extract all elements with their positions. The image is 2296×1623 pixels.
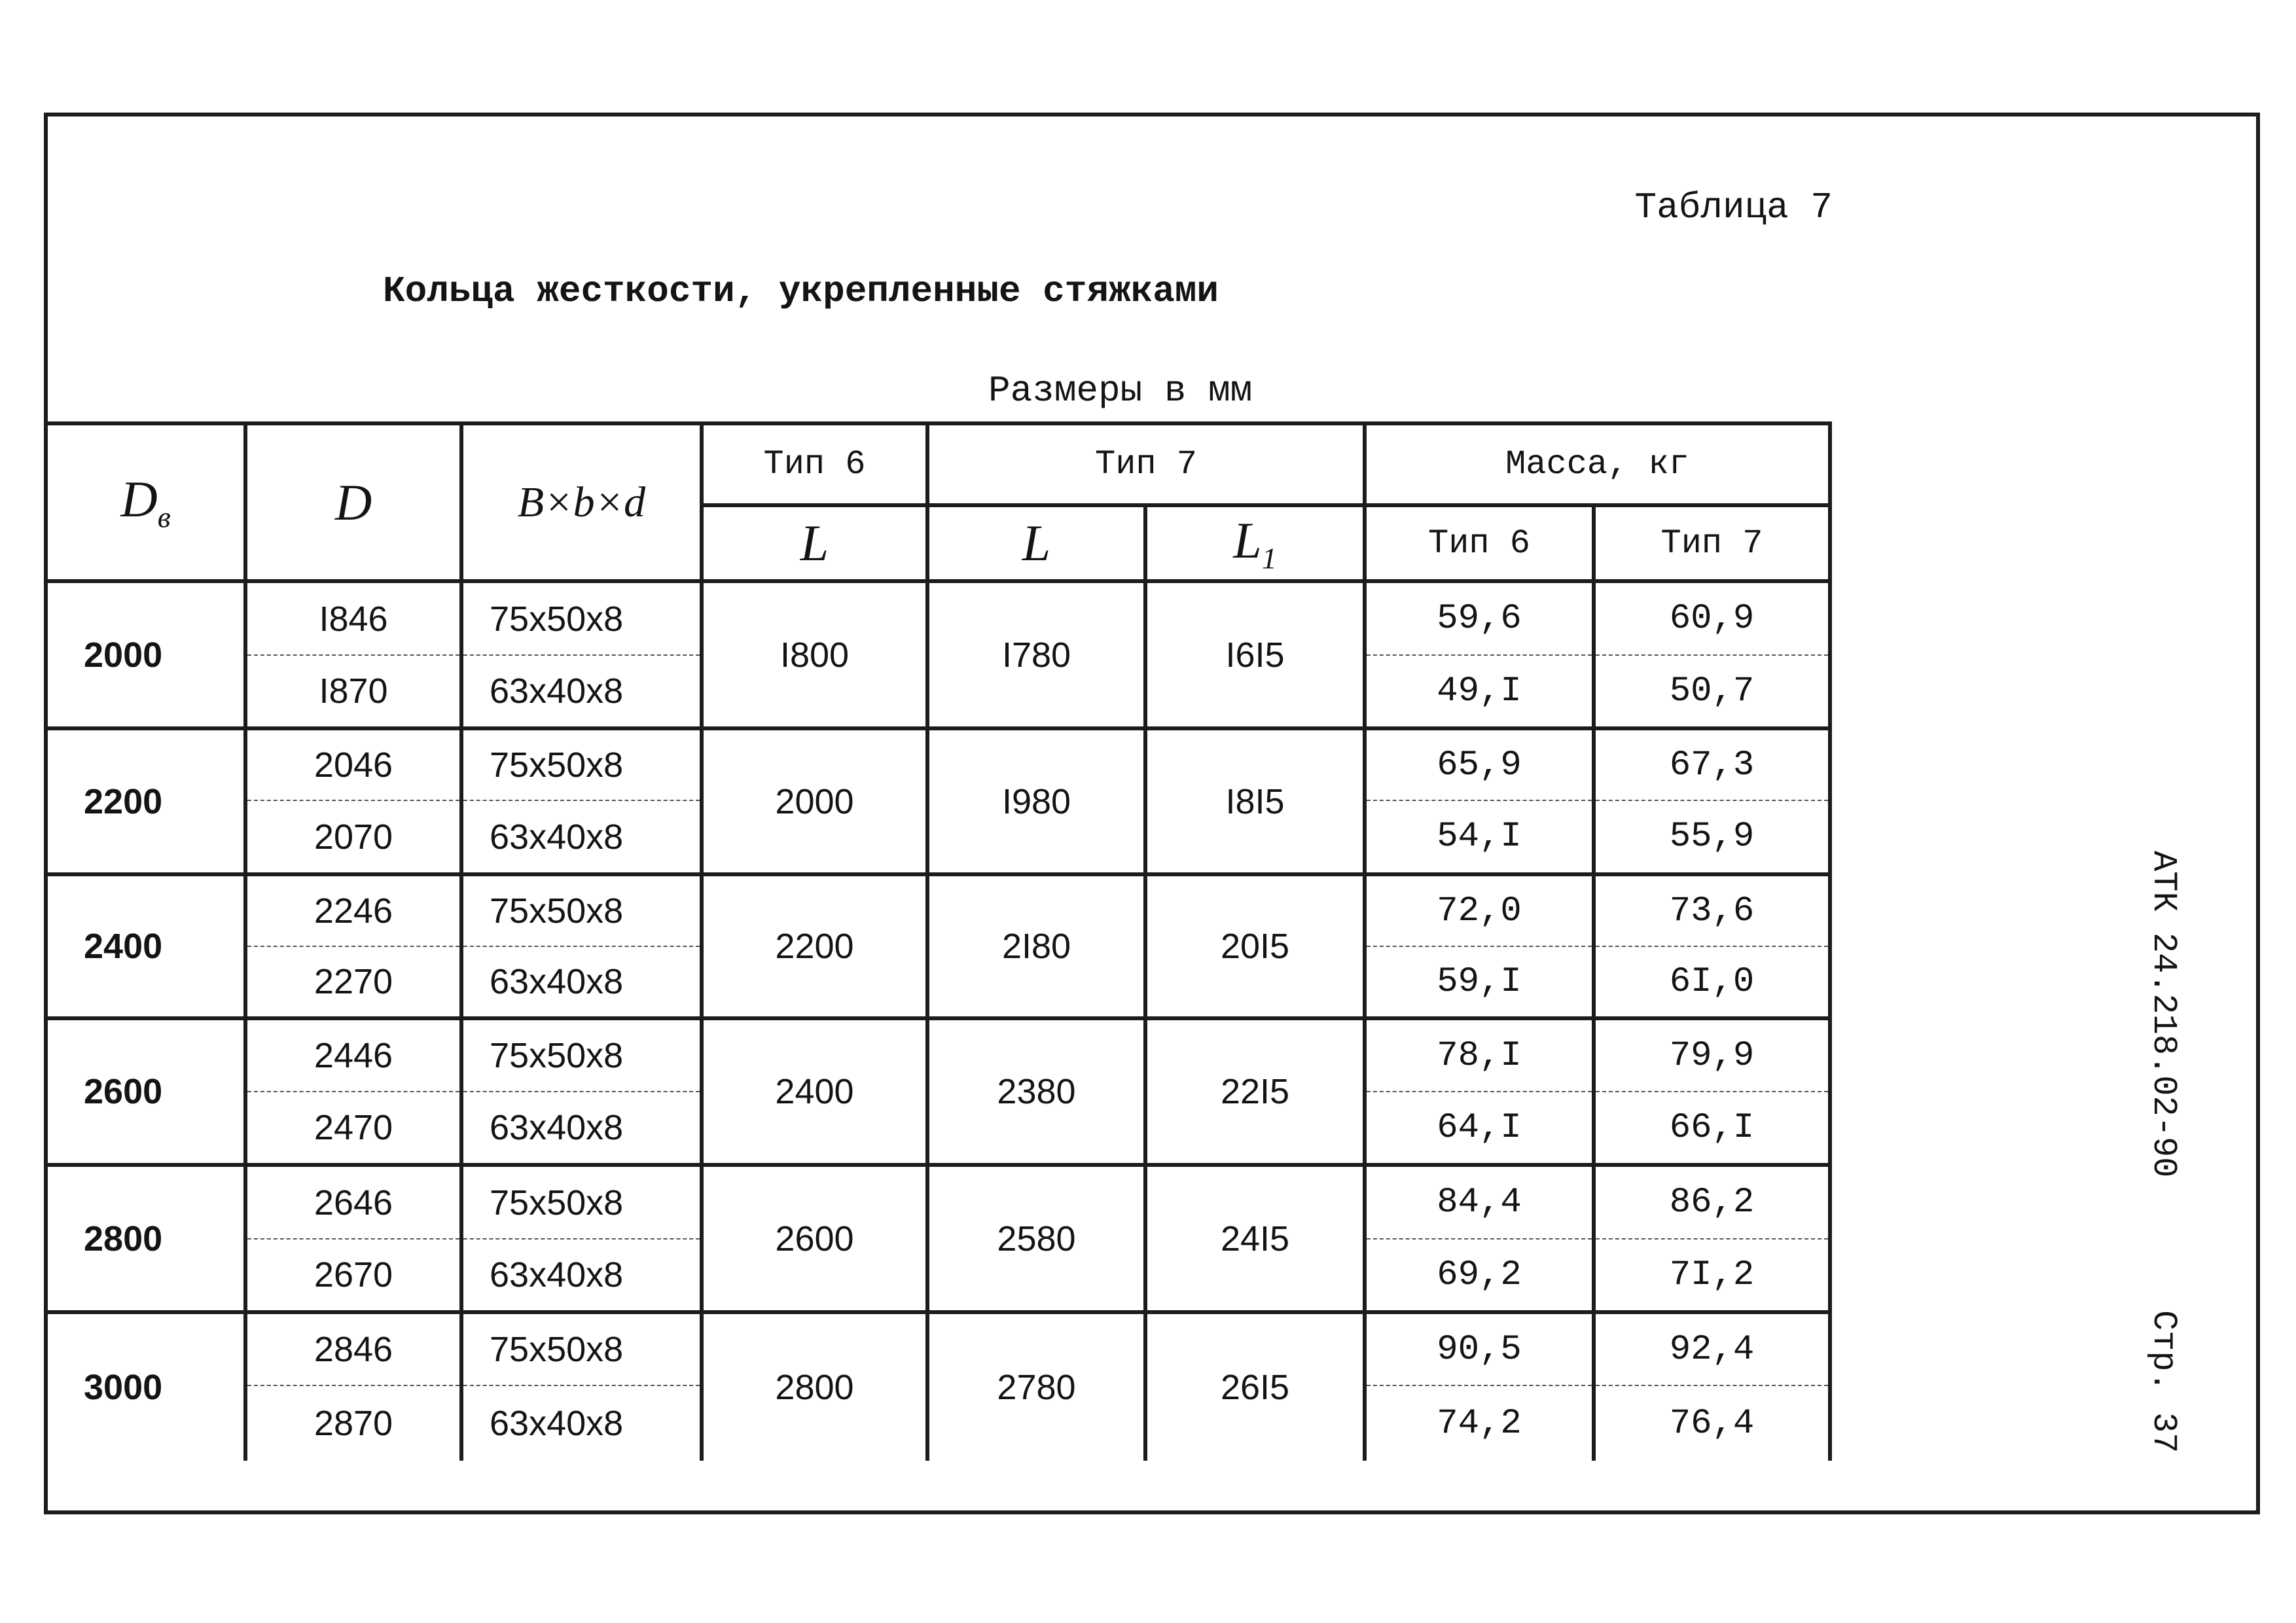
cell-d: 2870 — [245, 1385, 461, 1461]
cell-section: 75x50x8 — [461, 581, 702, 655]
cell-mass-type6: 74,2 — [1365, 1385, 1594, 1461]
cell-mass-type7: 76,4 — [1594, 1385, 1830, 1461]
cell-mass-type7: 7I,2 — [1594, 1239, 1830, 1312]
cell-type6-L: 2600 — [702, 1165, 927, 1312]
header-type7-L1: $L_1$ — [1145, 505, 1365, 581]
cell-section: 63x40x8 — [461, 655, 702, 728]
cell-dv: 2400 — [46, 874, 245, 1018]
cell-mass-type7: 55,9 — [1594, 800, 1830, 874]
cell-mass-type7: 66,I — [1594, 1092, 1830, 1165]
header-mass-type7: Тип 7 — [1594, 505, 1830, 581]
table-row — [46, 1018, 1830, 1092]
cell-type6-L: 2200 — [702, 874, 927, 1018]
units-note: Размеры в мм — [988, 370, 1253, 412]
cell-mass-type7: 60,9 — [1594, 581, 1830, 655]
cell-type7-L1: I6I5 — [1145, 581, 1365, 728]
cell-type7-L: 2780 — [927, 1312, 1145, 1461]
cell-section: 75x50x8 — [461, 728, 702, 800]
cell-section: 63x40x8 — [461, 1092, 702, 1165]
cell-mass-type7: 50,7 — [1594, 655, 1830, 728]
cell-d: 2670 — [245, 1239, 461, 1312]
cell-dv: 2200 — [46, 728, 245, 874]
cell-mass-type6: 54,I — [1365, 800, 1594, 874]
cell-mass-type6: 84,4 — [1365, 1165, 1594, 1239]
table-header — [46, 423, 1830, 581]
cell-d: I870 — [245, 655, 461, 728]
cell-type6-L: 2800 — [702, 1312, 927, 1461]
header-type6: Тип 6 — [702, 423, 927, 505]
cell-type7-L1: I8I5 — [1145, 728, 1365, 874]
cell-type7-L: 2380 — [927, 1018, 1145, 1165]
cell-type6-L: 2400 — [702, 1018, 927, 1165]
table-row — [46, 874, 1830, 946]
cell-type7-L: I980 — [927, 728, 1145, 874]
cell-d: 2470 — [245, 1092, 461, 1165]
cell-type7-L: 2580 — [927, 1165, 1145, 1312]
cell-section: 63x40x8 — [461, 1385, 702, 1461]
header-section: B×b×d — [461, 423, 702, 581]
cell-type7-L: 2I80 — [927, 874, 1145, 1018]
table-number-label: Таблица 7 — [1634, 187, 1833, 228]
cell-type7-L: I780 — [927, 581, 1145, 728]
cell-mass-type6: 72,0 — [1365, 874, 1594, 946]
rings-table — [44, 421, 1832, 1461]
table-body — [46, 581, 1830, 1461]
header-type7: Тип 7 — [927, 423, 1365, 505]
cell-section: 63x40x8 — [461, 800, 702, 874]
cell-mass-type7: 73,6 — [1594, 874, 1830, 946]
cell-d: 2070 — [245, 800, 461, 874]
cell-dv: 3000 — [46, 1312, 245, 1461]
document-code: АТК 24.218.02-90 — [2144, 851, 2183, 1178]
cell-section: 75x50x8 — [461, 1018, 702, 1092]
cell-dv: 2800 — [46, 1165, 245, 1312]
cell-mass-type6: 59,I — [1365, 946, 1594, 1018]
cell-section: 63x40x8 — [461, 946, 702, 1018]
header-type6-L: L — [702, 505, 927, 581]
cell-d: 2246 — [245, 874, 461, 946]
cell-type7-L1: 22I5 — [1145, 1018, 1365, 1165]
cell-mass-type6: 69,2 — [1365, 1239, 1594, 1312]
cell-dv: 2600 — [46, 1018, 245, 1165]
cell-d: 2646 — [245, 1165, 461, 1239]
cell-section: 75x50x8 — [461, 1165, 702, 1239]
cell-mass-type7: 67,3 — [1594, 728, 1830, 800]
cell-d: 2046 — [245, 728, 461, 800]
cell-type6-L: 2000 — [702, 728, 927, 874]
cell-type7-L1: 20I5 — [1145, 874, 1365, 1018]
cell-type7-L1: 24I5 — [1145, 1165, 1365, 1312]
cell-mass-type6: 78,I — [1365, 1018, 1594, 1092]
cell-type7-L1: 26I5 — [1145, 1312, 1365, 1461]
table-row — [46, 728, 1830, 800]
cell-type6-L: I800 — [702, 581, 927, 728]
cell-mass-type7: 92,4 — [1594, 1312, 1830, 1385]
header-mass-type6: Тип 6 — [1365, 505, 1594, 581]
page-number: Стр. 37 — [2144, 1310, 2183, 1454]
cell-d: 2846 — [245, 1312, 461, 1385]
cell-mass-type6: 65,9 — [1365, 728, 1594, 800]
cell-mass-type6: 59,6 — [1365, 581, 1594, 655]
cell-d: 2270 — [245, 946, 461, 1018]
header-mass: Масса, кг — [1365, 423, 1830, 505]
cell-section: 75x50x8 — [461, 1312, 702, 1385]
table-title: Кольца жесткости, укрепленные стяжками — [383, 270, 1219, 312]
table-row — [46, 581, 1830, 655]
cell-mass-type7: 79,9 — [1594, 1018, 1830, 1092]
cell-mass-type6: 49,I — [1365, 655, 1594, 728]
cell-mass-type7: 6I,0 — [1594, 946, 1830, 1018]
cell-section: 63x40x8 — [461, 1239, 702, 1312]
cell-dv: 2000 — [46, 581, 245, 728]
cell-section: 75x50x8 — [461, 874, 702, 946]
cell-d: I846 — [245, 581, 461, 655]
cell-d: 2446 — [245, 1018, 461, 1092]
cell-mass-type6: 90,5 — [1365, 1312, 1594, 1385]
table-row — [46, 1312, 1830, 1385]
table-row — [46, 1165, 1830, 1239]
header-type7-L: L — [927, 505, 1145, 581]
cell-mass-type6: 64,I — [1365, 1092, 1594, 1165]
cell-mass-type7: 86,2 — [1594, 1165, 1830, 1239]
header-d: D — [245, 423, 461, 581]
header-dv: $D_в$ — [46, 423, 245, 581]
